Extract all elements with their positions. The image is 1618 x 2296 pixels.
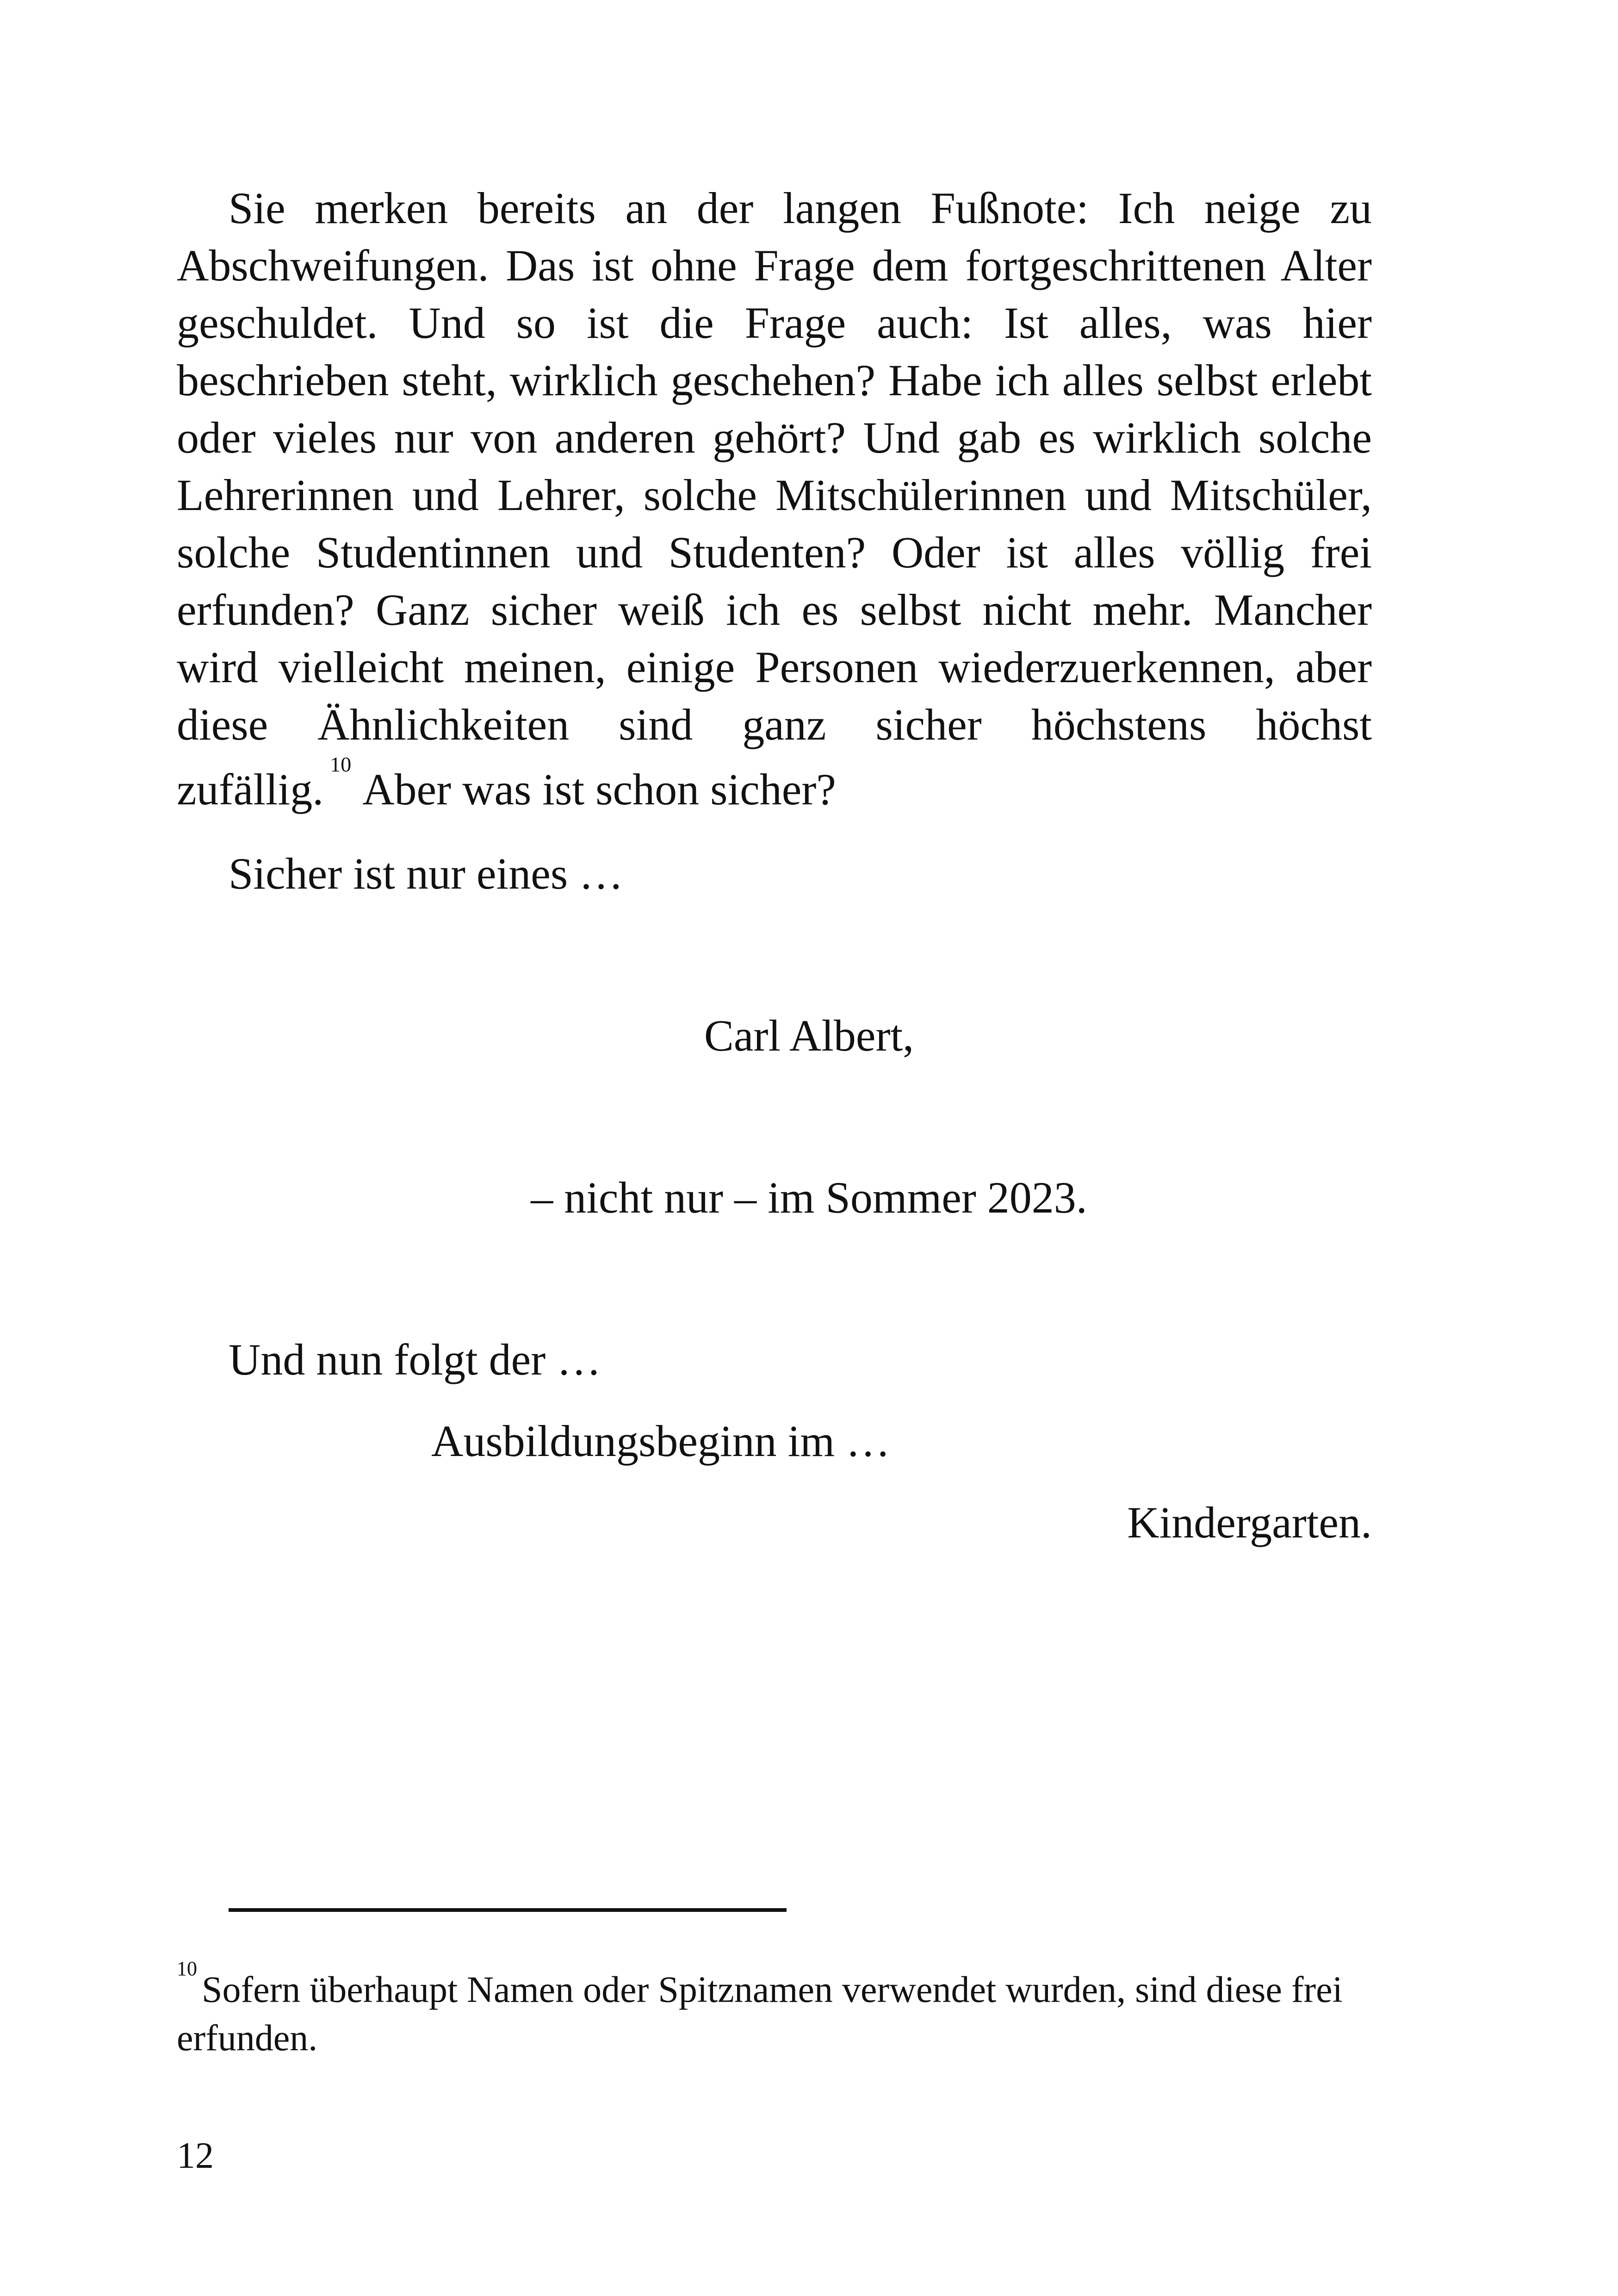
closing-line: Sicher ist nur eines … (229, 849, 624, 898)
main-paragraph (177, 180, 1372, 818)
transition-line-3: Kindergarten. (1127, 1498, 1372, 1547)
footnote-number: 10 (177, 1957, 197, 1980)
main-paragraph-text: Sie merken bereits an der langen Fußnote: Ich neige zu Abschweifungen. Das ist ohne Frage dem fortgeschrittenen Alter geschuldet. Und so ist die Frage auch: Ist alles, was hier beschrieben steht, wirklich geschehen? Habe ich alles selbst erlebt oder vieles nur von anderen gehört? Und gab es wirklich solche Lehrerinnen und Lehrer, solche Mitschülerinnen und Mitschüler, solche Studentinnen und Studenten? Oder ist alles völlig frei erfunden? Ganz sicher weiß ich es selbst nicht mehr. Mancher wird vielleicht meinen, einige Personen wiederzuerkennen, aber diese Ähnlichkeiten sind ganz sicher höchstens höchst zufällig. (177, 183, 1372, 814)
transition-line-2: Ausbildungsbeginn im … (431, 1416, 891, 1466)
footnote (177, 1959, 1372, 2062)
author-signature: Carl Albert, (704, 1011, 914, 1060)
date-line: – nicht nur – im Sommer 2023. (531, 1173, 1087, 1222)
transition-line-1: Und nun folgt der … (229, 1335, 601, 1384)
page-number: 12 (177, 2135, 214, 2176)
footnote-text: Sofern überhaupt Namen oder Spitznamen verwendet wurden, sind diese frei erfunden. (177, 1969, 1343, 2059)
footnote-divider (229, 1908, 787, 1912)
footnote-reference: 10 (330, 753, 352, 776)
main-paragraph-text-end: Aber was ist schon sicher? (362, 765, 836, 814)
